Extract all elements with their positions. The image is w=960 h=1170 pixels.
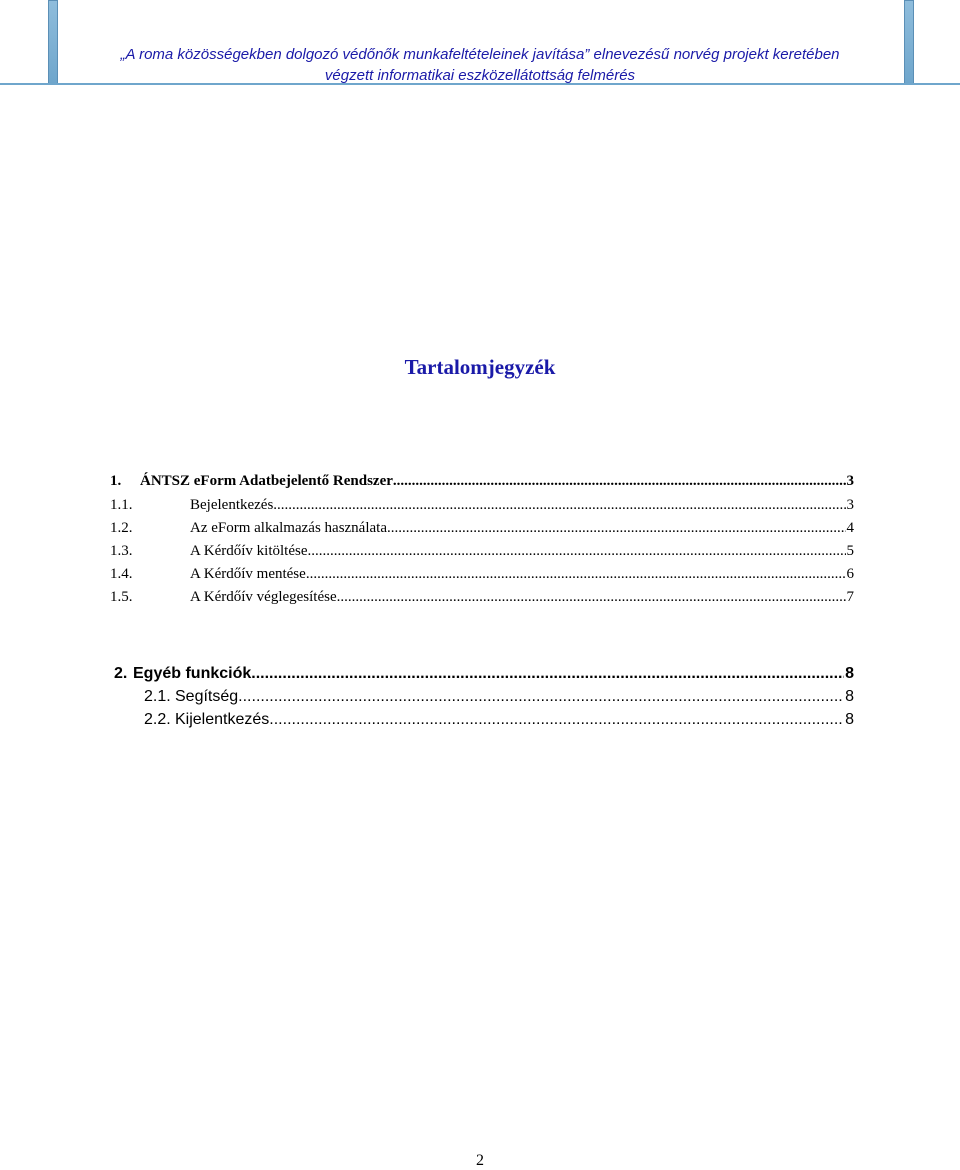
toc-entry-1-4[interactable] xyxy=(110,566,854,583)
toc-leader-dots xyxy=(306,566,846,583)
toc-entry-page: 6 xyxy=(846,566,854,582)
toc-entry-number: 1.1. xyxy=(110,497,133,513)
toc-leader-dots xyxy=(337,589,846,606)
toc-entry-page: 7 xyxy=(846,589,854,605)
toc-entry-2-2[interactable] xyxy=(144,711,854,729)
page-number: 2 xyxy=(476,1152,484,1169)
header-line-2: végzett informatikai eszközellátottság felmérés xyxy=(324,67,636,84)
toc-entry-number: 2. xyxy=(114,665,128,682)
toc-entry-number: 1.5. xyxy=(110,589,133,605)
toc-entry-number: 1.2. xyxy=(110,520,133,536)
toc-entry-title: Egyéb funkciók xyxy=(133,665,252,682)
toc-leader-dots xyxy=(269,711,844,729)
toc-entry-page: 8 xyxy=(845,711,854,728)
toc-entry-title: ÁNTSZ eForm Adatbejelentő Rendszer xyxy=(140,473,393,489)
toc-leader-dots xyxy=(307,543,845,560)
header-decor-bar-right xyxy=(904,0,914,84)
toc-entry-number: 1.4. xyxy=(110,566,133,582)
toc-entry-title: A Kérdőív mentése xyxy=(190,566,306,582)
toc-leader-dots xyxy=(251,665,844,683)
toc-entry-1-1[interactable] xyxy=(110,497,854,514)
toc-entry-1-3[interactable] xyxy=(110,543,854,560)
toc-entry-title: Bejelentkezés xyxy=(190,497,274,513)
toc-entry-title: A Kérdőív kitöltése xyxy=(190,543,308,559)
toc-leader-dots xyxy=(393,473,846,490)
toc-leader-dots xyxy=(273,497,845,514)
header-line-1: „A roma közösségekben dolgozó védőnők munkafeltételeinek javítása” elnevezésű norvég projekt keretében xyxy=(120,46,840,63)
toc-entry-section-2[interactable] xyxy=(114,665,854,683)
toc-title: Tartalomjegyzék xyxy=(404,355,556,379)
page-header xyxy=(60,44,900,86)
toc-entry-section-1[interactable] xyxy=(110,473,854,490)
toc-entry-2-1[interactable] xyxy=(144,688,854,706)
toc-entry-1-2[interactable] xyxy=(110,520,854,537)
toc-entry-page: 5 xyxy=(846,543,854,559)
toc-entry-title: A Kérdőív véglegesítése xyxy=(190,589,337,605)
toc-entry-number: 2.1. xyxy=(144,688,171,705)
toc-entry-page: 4 xyxy=(846,520,854,536)
toc-entry-title: Segítség xyxy=(175,688,239,705)
toc-entry-page: 8 xyxy=(845,688,854,705)
toc-entry-number: 1.3. xyxy=(110,543,133,559)
header-decor-bar-left xyxy=(48,0,58,84)
toc-entry-title: Az eForm alkalmazás használata xyxy=(190,520,387,536)
toc-entry-1-5[interactable] xyxy=(110,589,854,606)
toc-entry-title: Kijelentkezés xyxy=(175,711,270,728)
toc-entry-number: 1. xyxy=(110,473,122,489)
toc-entry-page: 3 xyxy=(846,473,854,489)
toc-leader-dots xyxy=(387,520,846,537)
toc-entry-page: 8 xyxy=(845,665,854,682)
toc-leader-dots xyxy=(238,688,844,706)
toc-entry-number: 2.2. xyxy=(144,711,171,728)
toc-entry-page: 3 xyxy=(846,497,854,513)
